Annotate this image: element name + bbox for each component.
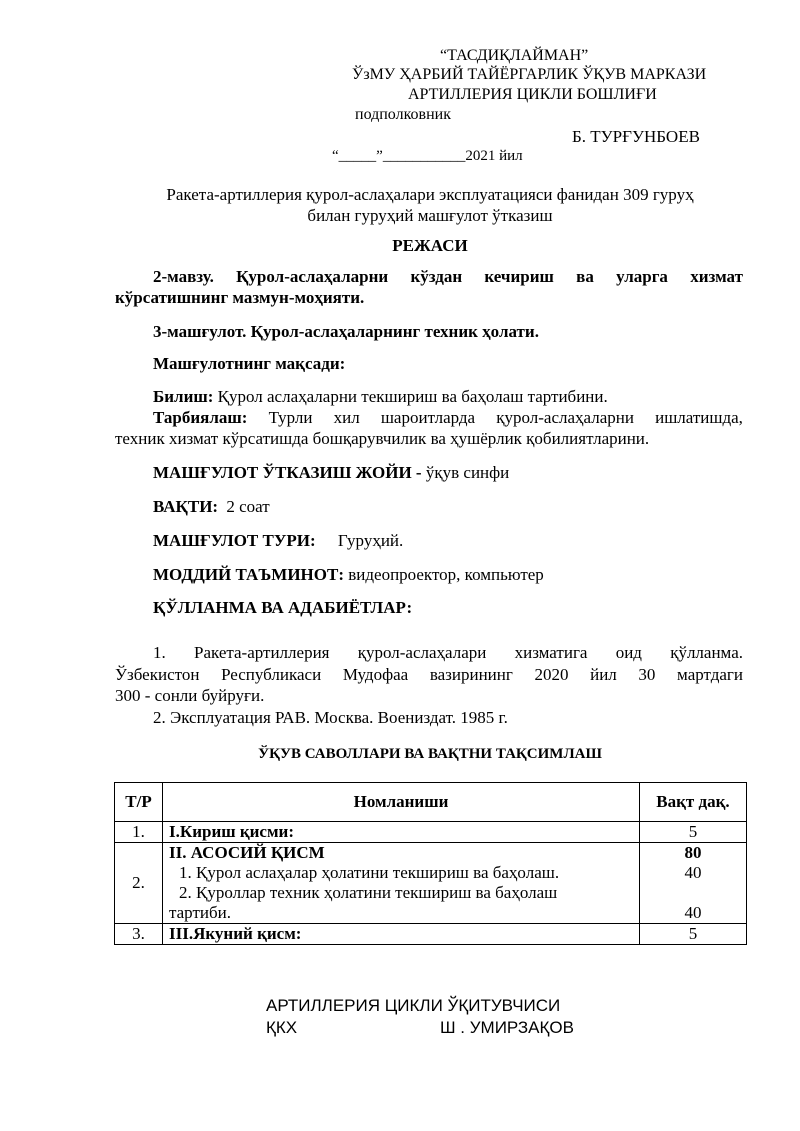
goal-knowledge: [153, 387, 608, 407]
ref-word: Мудофаа: [342, 665, 409, 684]
ref1-line3: 300 - сонли буйруғи.: [115, 686, 265, 705]
place-info: [153, 463, 509, 483]
ref-word: 30: [638, 665, 656, 684]
row-time: 5: [640, 822, 747, 843]
heading-line2: билан гуруҳий машғулот ўтказиш: [307, 206, 553, 225]
ref-word: 1.: [153, 643, 166, 662]
topic-word: 2-мавзу.: [153, 267, 214, 286]
table-row: [115, 822, 747, 843]
row-subitem-time: 40: [684, 903, 702, 922]
header-number: Т/Р: [115, 783, 163, 822]
type-label: МАШҒУЛОТ ТУРИ:: [153, 531, 316, 550]
approval-org: ЎзМУ ҲАРБИЙ ТАЙЁРГАРЛИК ЎҚУВ МАРКАЗИ: [352, 66, 707, 83]
goal-education-word: ишлатишда,: [655, 408, 743, 427]
lesson-title: 3-машғулот. Қурол-аслаҳаларнинг техник ҳолати.: [153, 322, 539, 341]
row-number: 3.: [115, 924, 163, 945]
ref-word: Ракета-артиллерия: [193, 643, 330, 662]
material-info: [153, 565, 544, 585]
topic-word: кечириш: [484, 267, 554, 286]
ref-word: Республикаси: [221, 665, 322, 684]
row-name: I.Кириш қисми:: [163, 822, 640, 843]
ref-word: мартдаги: [677, 665, 743, 684]
signature-title: АРТИЛЛЕРИЯ ЦИКЛИ ЎҚИТУВЧИСИ: [266, 996, 561, 1015]
approval-date: “_____”___________2021 йил: [332, 148, 523, 164]
row-name: II. АСОСИЙ ҚИСМ: [169, 843, 325, 862]
place-label: МАШҒУЛОТ ЎТКАЗИШ ЖОЙИ -: [153, 463, 426, 482]
table-header-row: [115, 783, 747, 822]
place-value: ўқув синфи: [425, 463, 510, 482]
ref-word: 2020: [534, 665, 569, 684]
ref-word: хизматига: [514, 643, 588, 662]
goal-education-word: шароитларда: [380, 408, 476, 427]
ref-word: йил: [590, 665, 617, 684]
topic-word: хизмат: [690, 267, 743, 286]
heading-line1: Ракета-артиллерия қурол-аслаҳалари эксплуатацияси фанидан 309 гуруҳ: [166, 185, 694, 204]
type-value: Гуруҳий.: [337, 531, 404, 550]
goal-education-word: Турли: [268, 408, 313, 427]
topic-line2: кўрсатишнинг мазмун-моҳияти.: [115, 288, 365, 307]
row-name: III.Якуний қисм:: [163, 924, 640, 945]
header-name: Номланиши: [163, 783, 640, 822]
signature-name: Ш . УМИРЗАҚОВ: [440, 1018, 574, 1037]
table-title: ЎҚУВ САВОЛЛАРИ ВА ВАҚТНИ ТАҚСИМЛАШ: [258, 746, 602, 762]
ref1-line2: [115, 665, 743, 685]
goal-education-word: қурол-аслаҳаларни: [496, 408, 634, 427]
schedule-table: [114, 782, 747, 945]
topic-word: Қурол-аслаҳаларни: [236, 267, 389, 286]
approval-title: “ТАСДИҚЛАЙМАН”: [440, 47, 589, 64]
row-time-block: [640, 843, 747, 924]
row-number: 1.: [115, 822, 163, 843]
refs-heading: ҚЎЛЛАНМА ВА АДАБИЁТЛАР:: [153, 598, 413, 617]
topic-line1: [153, 267, 743, 287]
header-time: Вақт дақ.: [640, 783, 747, 822]
goal-education-label: Тарбиялаш:: [153, 408, 248, 427]
approval-position: АРТИЛЛЕРИЯ ЦИКЛИ БОШЛИҒИ: [408, 86, 657, 103]
row-time: 80: [684, 843, 702, 862]
row-subitem-continued: тартиби.: [169, 903, 231, 922]
topic-word: кўздан: [410, 267, 463, 286]
goal-education-line2: техник хизмат кўрсатишда бошқарувчилик ва ҳушёрлик қобилиятларини.: [115, 429, 650, 448]
table-row: [115, 924, 747, 945]
row-subitem-time: 40: [684, 863, 702, 882]
material-value: видеопроектор, компьютер: [344, 565, 544, 584]
topic-word: ва: [576, 267, 594, 286]
time-value: 2 соат: [226, 497, 270, 516]
ref-word: Ўзбекистон: [115, 665, 200, 684]
approval-rank: подполковник: [355, 106, 451, 123]
row-subitem: 1. Қурол аслаҳалар ҳолатини текшириш ва баҳолаш.: [179, 863, 560, 882]
goal-heading: Машғулотнинг мақсади:: [153, 354, 346, 373]
signature-rank: ҚКХ: [266, 1018, 298, 1037]
time-info: [153, 497, 270, 517]
plan-title: РЕЖАСИ: [392, 236, 468, 255]
row-number: 2.: [115, 843, 163, 924]
goal-knowledge-text: Қурол аслаҳаларни текшириш ва баҳолаш тартибини.: [213, 387, 608, 406]
ref-word: оид: [615, 643, 642, 662]
ref2: 2. Эксплуатация РАВ. Москва. Воениздат. 1985 г.: [153, 708, 508, 727]
ref-word: қурол-аслаҳалари: [357, 643, 487, 662]
time-label: ВАҚТИ:: [153, 497, 219, 516]
goal-knowledge-label: Билиш:: [153, 387, 214, 406]
ref-word: қўлланма.: [670, 643, 743, 662]
goal-education-line1: [153, 408, 743, 428]
topic-word: уларга: [616, 267, 668, 286]
row-time: 5: [640, 924, 747, 945]
row-name-block: [163, 843, 640, 924]
row-subitem: 2. Қуроллар техник ҳолатини текшириш ва баҳолаш: [179, 883, 558, 902]
table-row: [115, 843, 747, 924]
goal-education-word: хил: [333, 408, 360, 427]
type-info: [153, 531, 403, 551]
approval-name: Б. ТУРҒУНБОЕВ: [572, 127, 700, 146]
ref-word: вазирининг: [429, 665, 513, 684]
material-label: МОДДИЙ ТАЪМИНОТ:: [153, 565, 345, 584]
ref1-line1: [153, 643, 743, 663]
